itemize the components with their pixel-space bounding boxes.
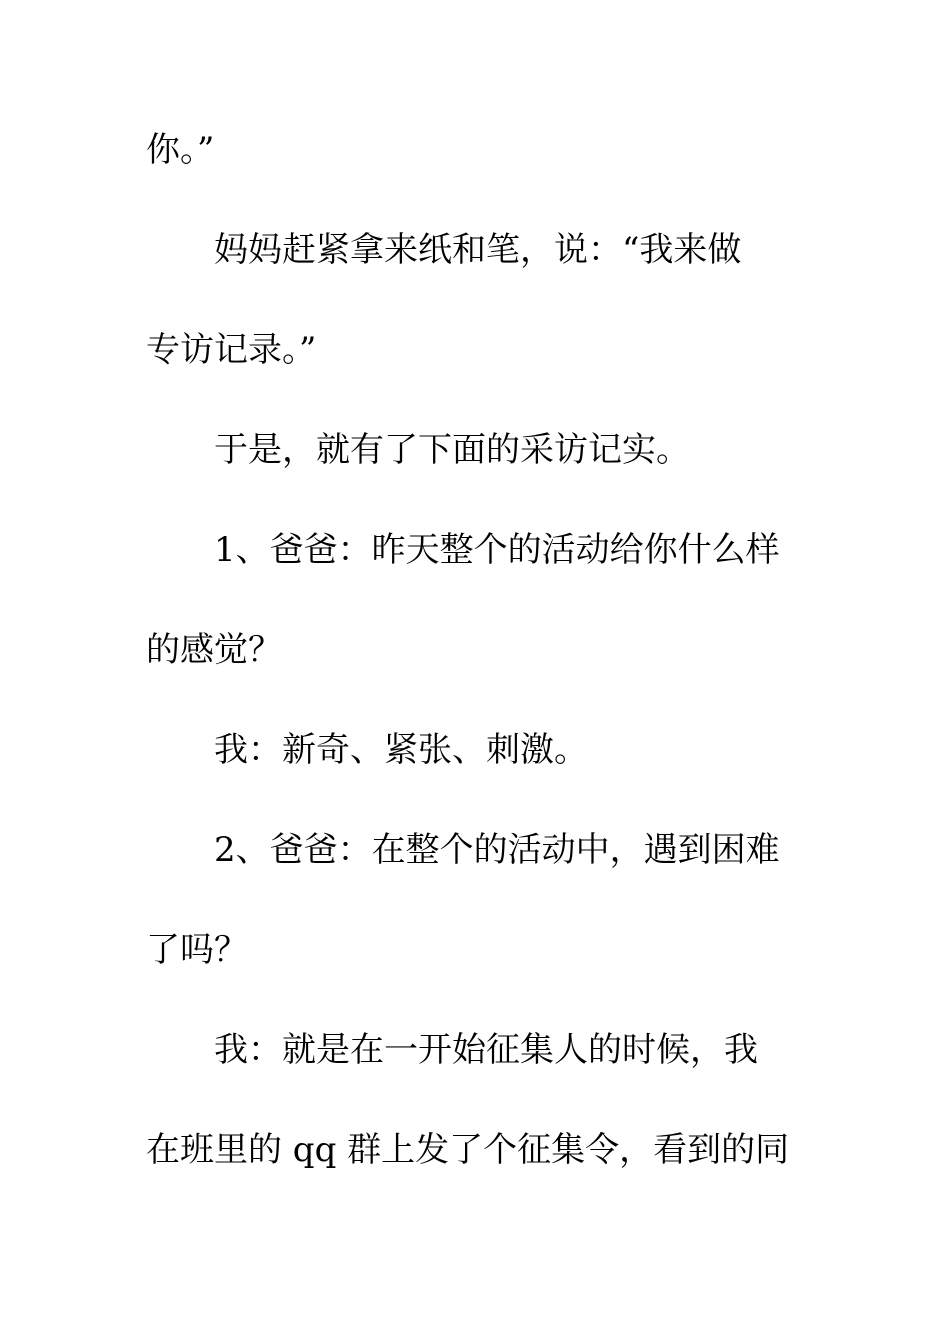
text-line-10: 我：就是在一开始征集人的时候，我 bbox=[214, 1030, 758, 1070]
text-line-2: 妈妈赶紧拿来纸和笔，说：“我来做 bbox=[214, 230, 742, 270]
text-line-9: 了吗？ bbox=[146, 930, 248, 970]
text-line-1: 你。” bbox=[146, 130, 215, 170]
text-line-7: 我：新奇、紧张、刺激。 bbox=[214, 730, 588, 770]
text-line-8: 2、爸爸：在整个的活动中，遇到困难 bbox=[214, 830, 780, 870]
text-line-3: 专访记录。” bbox=[146, 330, 317, 370]
text-line-6: 的感觉？ bbox=[146, 630, 282, 670]
text-line-11: 在班里的 qq 群上发了个征集令，看到的同 bbox=[146, 1130, 790, 1170]
text-line-4: 于是，就有了下面的采访记实。 bbox=[214, 430, 690, 470]
text-line-5: 1、爸爸：昨天整个的活动给你什么样 bbox=[214, 530, 780, 570]
